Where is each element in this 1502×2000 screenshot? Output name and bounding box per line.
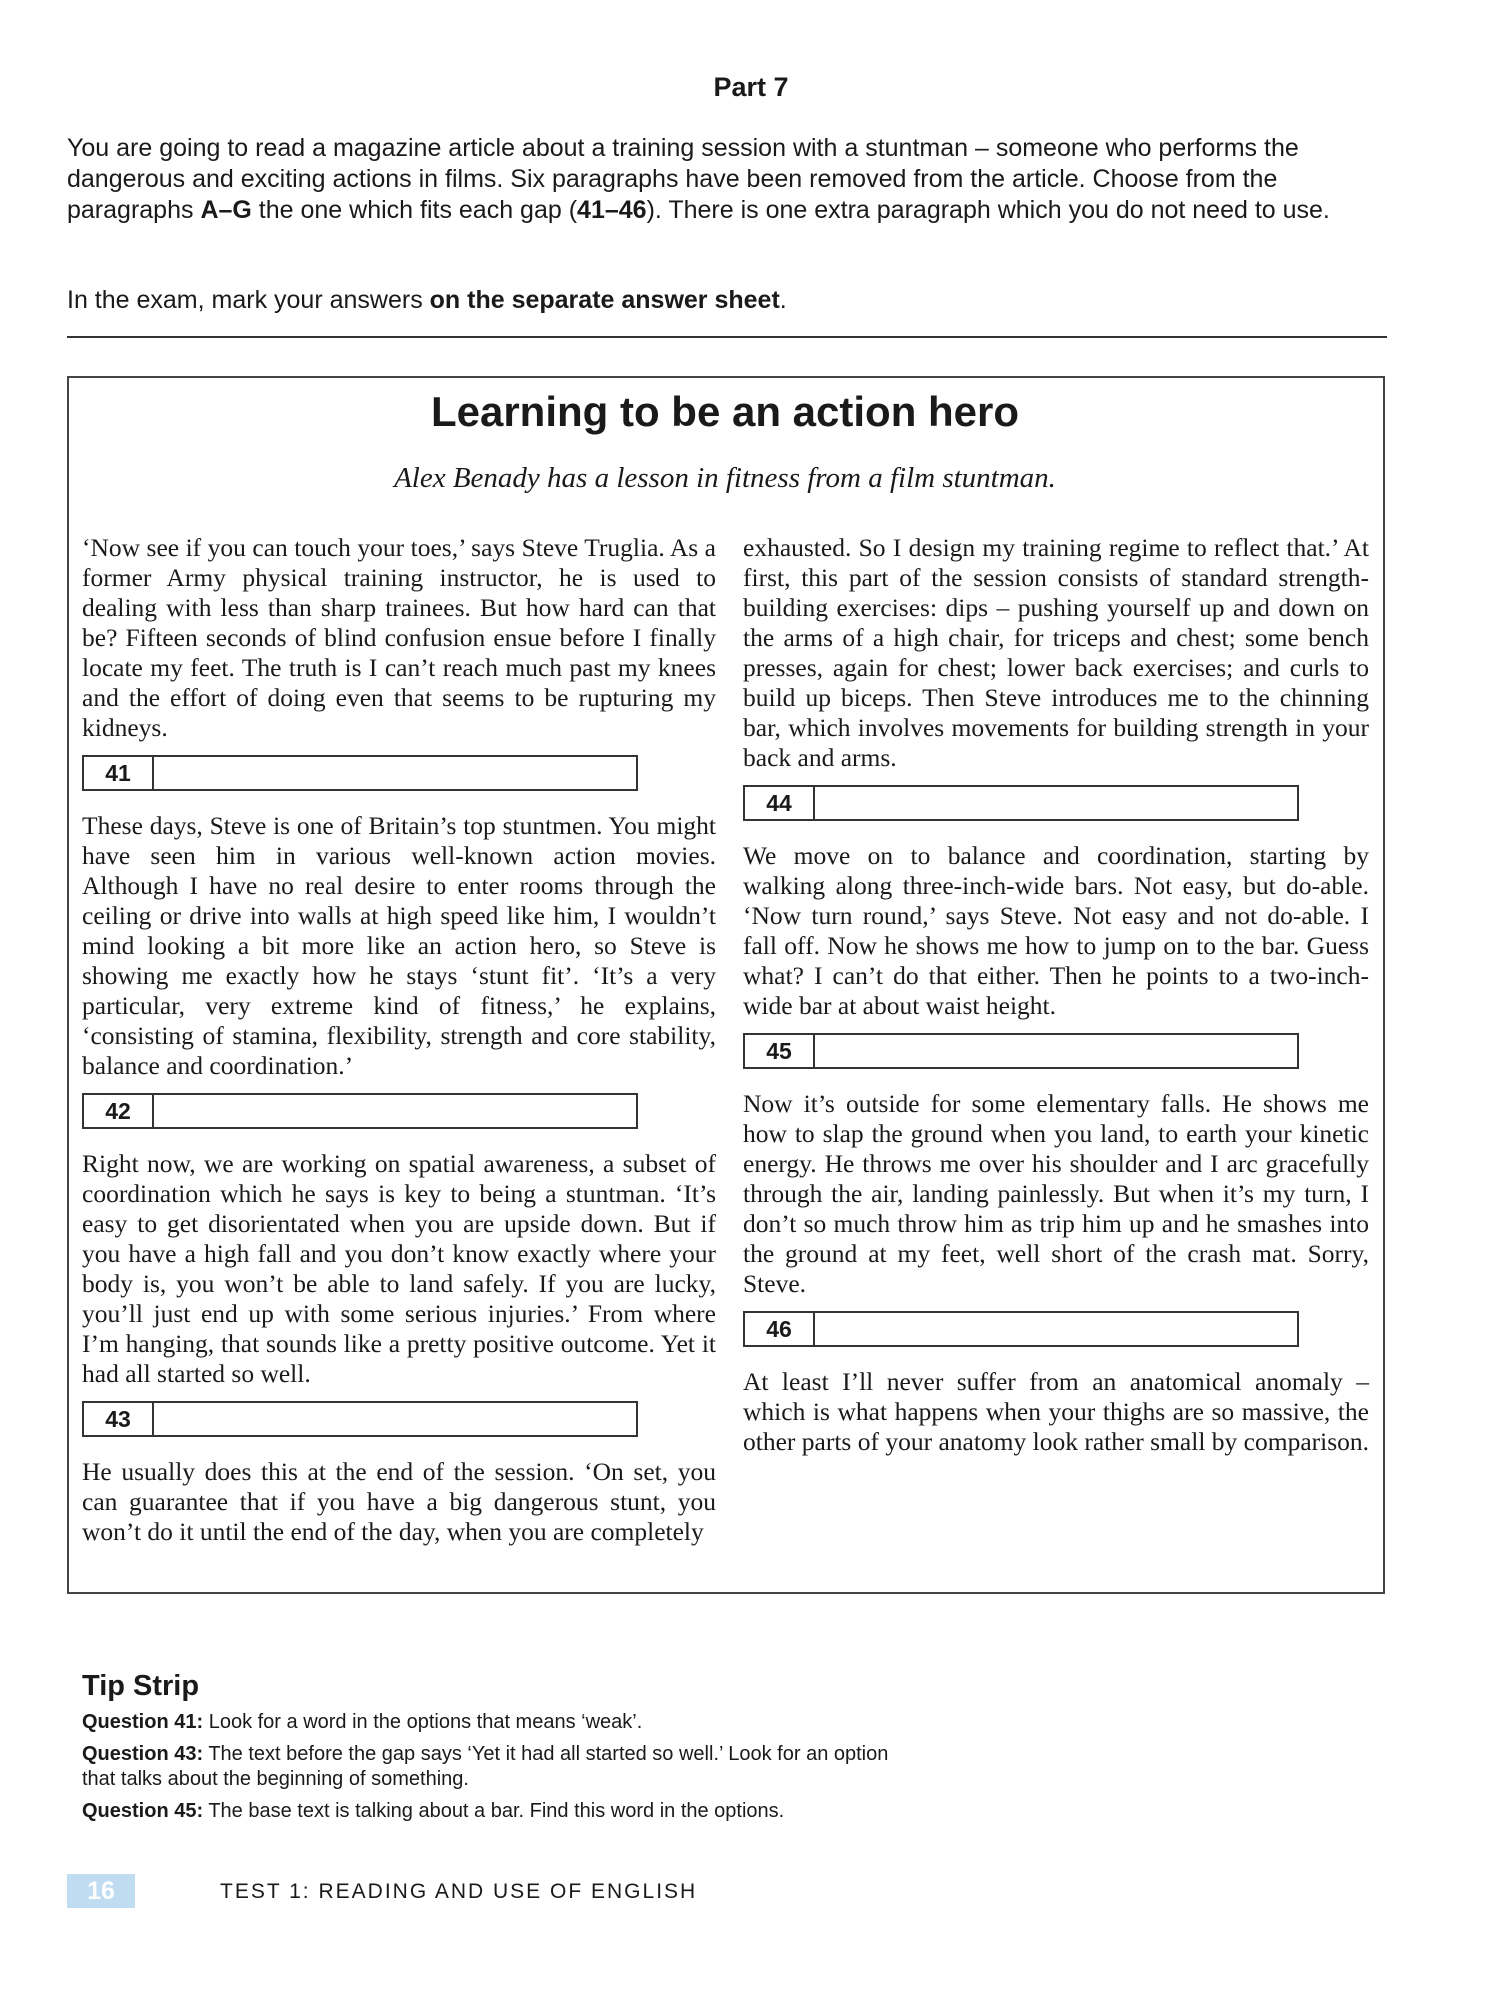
- gap-box-43[interactable]: [82, 1401, 638, 1437]
- gap-answer-field[interactable]: [815, 1313, 1297, 1345]
- tip-label: Question 43:: [82, 1743, 204, 1765]
- gap-number: 45: [745, 1035, 815, 1067]
- paragraph: Now it’s outside for some elementary falls. He shows me how to slap the ground when you land, to earth your kinetic energy. He throws me over his shoulder and I arc gracefully through the air, landing painlessly. But when it’s my turn, I don’t so much throw him as trip him up and he smashes into the ground at my feet, well short of the crash mat. Sorry, Steve.: [743, 1089, 1369, 1298]
- gap-box-46[interactable]: [743, 1311, 1299, 1347]
- gap-number: 46: [745, 1313, 815, 1345]
- paragraph: At least I’ll never suffer from an anatomical anomaly – which is what happens when your thighs are so massive, the other parts of your anatomy look rather small by comparison.: [743, 1367, 1370, 1456]
- exam-note: [67, 286, 787, 315]
- tip-item: [82, 1799, 902, 1824]
- article-column-left: [82, 533, 716, 1547]
- article-title: Learning to be an action hero: [430, 388, 1020, 435]
- exam-note-bold: on the separate answer sheet: [429, 286, 780, 314]
- footer-label: TEST 1: READING AND USE OF ENGLISH: [220, 1880, 698, 1903]
- gap-answer-field[interactable]: [815, 787, 1297, 819]
- gap-answer-field[interactable]: [815, 1035, 1297, 1067]
- paragraph: Right now, we are working on spatial awareness, a subset of coordination which he says is key to being a stuntman. ‘It’s easy to get disorientated when you are upside down. But if you have a high fall and you don’t know exactly where your body is, you won’t be able to land safely. If you are lucky, you’ll just end up with some serious injuries.’ From where I’m hanging, that sounds like a pretty positive outcome. Yet it had all started so well.: [82, 1149, 716, 1388]
- exam-note-text: In the exam, mark your answers: [67, 286, 430, 314]
- gap-number: 44: [745, 787, 815, 819]
- gap-answer-field[interactable]: [154, 1403, 636, 1435]
- tip-label: Question 41:: [82, 1711, 204, 1733]
- instructions-text-mid: the one which fits each gap (: [251, 196, 578, 224]
- instructions-text-end: ). There is one extra paragraph which you do not need to use.: [646, 196, 1330, 224]
- paragraph: He usually does this at the end of the session. ‘On set, you can guarantee that if you have a big dangerous stunt, you won’t do it until the end of the day, when you are completely: [82, 1457, 716, 1546]
- tip-item: [82, 1710, 902, 1735]
- exam-note-end: .: [779, 286, 787, 314]
- gap-box-45[interactable]: [743, 1033, 1299, 1069]
- tip-text: Look for a word in the options that means ‘weak’.: [203, 1711, 643, 1733]
- gap-number: 41: [84, 757, 154, 789]
- tip-text: The text before the gap says ‘Yet it had all started so well.’ Look for an option that talks about the beginning of something.: [82, 1743, 889, 1790]
- tip-strip: [82, 1710, 902, 1831]
- article-column-right: [743, 533, 1369, 1457]
- gap-answer-field[interactable]: [154, 1095, 636, 1127]
- tip-item: [82, 1742, 902, 1792]
- tip-label: Question 45:: [82, 1800, 204, 1822]
- instructions: [67, 133, 1387, 226]
- gap-box-44[interactable]: [743, 785, 1299, 821]
- instructions-options: A–G: [200, 196, 252, 224]
- tip-strip-title: Tip Strip: [82, 1670, 200, 1702]
- paragraph: These days, Steve is one of Britain’s top stuntmen. You might have seen him in various well-known action movies. Although I have no real desire to enter rooms through the ceiling or drive into walls at high speed like him, I wouldn’t mind looking a bit more like an action hero, so Steve is showing me exactly how he stays ‘stunt fit’. ‘It’s a very particular, very extreme kind of fitness,’ he explains, ‘consisting of stamina, flexibility, strength and core stability, balance and coordination.’: [82, 811, 716, 1080]
- tip-text: The base text is talking about a bar. Find this word in the options.: [203, 1800, 785, 1822]
- paragraph: We move on to balance and coordination, starting by walking along three-inch-wide bars. Not easy, but do-able. ‘Now turn round,’ says Steve. Not easy and not do-able. I fall off. Now he shows me how to jump on to the bar. Guess what? I can’t do that either. Then he points to a two-inch-wide bar at about waist height.: [743, 841, 1369, 1020]
- gap-number: 42: [84, 1095, 154, 1127]
- instructions-gaps: 41–46: [577, 196, 647, 224]
- gap-answer-field[interactable]: [154, 757, 636, 789]
- paragraph: exhausted. So I design my training regime to reflect that.’ At first, this part of the session consists of standard strength-building exercises: dips – pushing yourself up and down on the arms of a high chair, for triceps and chest; some bench presses, again for chest; lower back exercises; and curls to build up biceps. Then Steve introduces me to the chinning bar, which involves movements for building strength in your back and arms.: [743, 533, 1369, 772]
- gap-box-42[interactable]: [82, 1093, 638, 1129]
- part-title: Part 7: [713, 72, 789, 102]
- instructions-text: You are going to read a magazine article about a training session with a stuntman – someone who performs the dangerous and exciting actions in films. Six paragraphs have been removed from the article. Choose from the paragraphs: [67, 134, 1299, 224]
- article-subtitle: Alex Benady has a lesson in fitness from a film stuntman.: [394, 462, 1056, 494]
- paragraph: ‘Now see if you can touch your toes,’ says Steve Truglia. As a former Army physical training instructor, he is used to dealing with less than sharp trainees. But how hard can that be? Fifteen seconds of blind confusion ensue before I finally locate my feet. The truth is I can’t reach much past my knees and the effort of doing even that seems to be rupturing my kidneys.: [82, 533, 716, 742]
- page-number: 16: [67, 1874, 135, 1908]
- divider: [67, 336, 1387, 338]
- gap-number: 43: [84, 1403, 154, 1435]
- gap-box-41[interactable]: [82, 755, 638, 791]
